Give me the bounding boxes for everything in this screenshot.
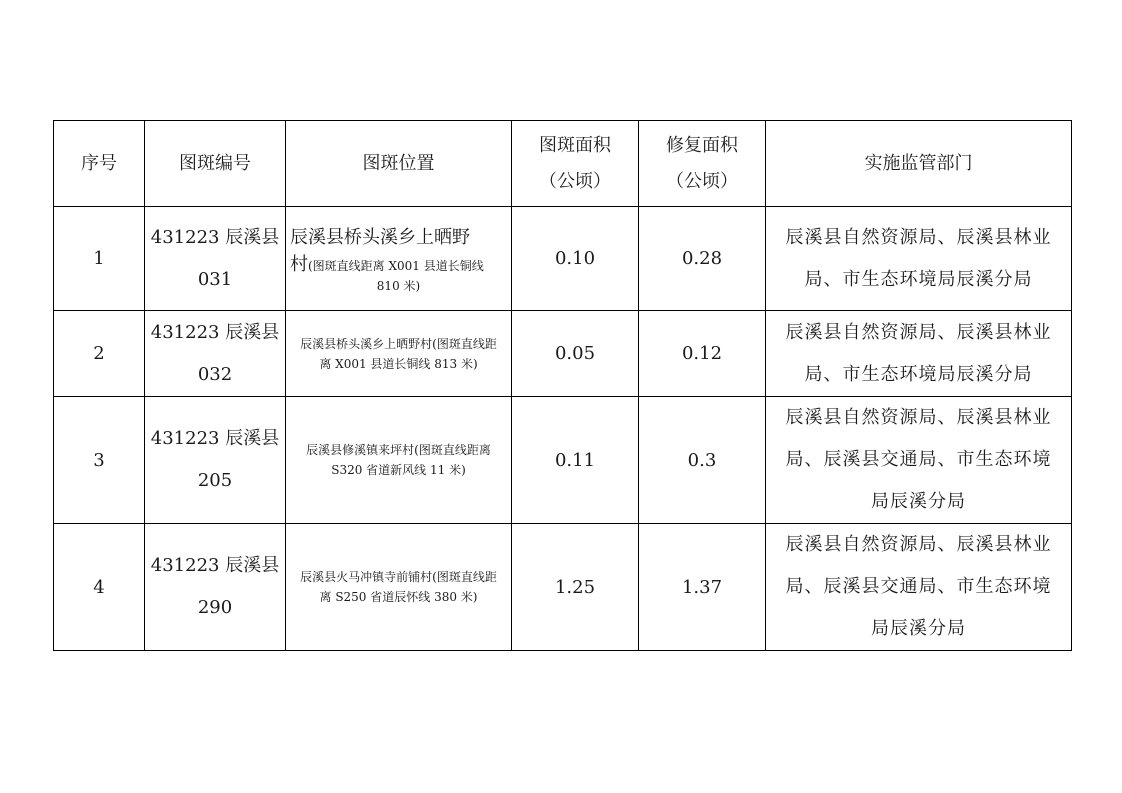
row-location-line2: 离 S250 省道辰怀线 380 米) [319,590,478,604]
row-area: 0.10 [512,207,639,311]
row-dept-line2: 局、辰溪县交通局、市生态环境 [785,449,1052,470]
row-dept-line1: 辰溪县自然资源局、辰溪县林业 [785,226,1052,248]
header-area-label: 图斑面积 [539,134,611,156]
row-code-line1: 431223 辰溪县 [150,428,280,449]
row-location-second [290,254,507,276]
header-area [512,121,639,207]
row-location [286,311,512,397]
header-repair [639,121,766,207]
header-dept: 实施监管部门 [766,121,1072,207]
header-code: 图斑编号 [145,121,286,207]
row-area: 0.05 [512,311,639,397]
row-location [286,207,512,311]
row-dept-line2: 局、市生态环境局辰溪分局 [804,268,1033,290]
table-row [54,311,1072,397]
row-seq: 3 [54,397,145,524]
row-code-line2: 205 [197,470,233,491]
row-seq: 4 [54,524,145,651]
row-area: 0.11 [512,397,639,524]
table-row [54,207,1072,311]
row-code-line2: 032 [197,363,233,385]
row-location [286,524,512,651]
row-location-line2: S320 省道新风线 11 米) [331,463,466,477]
row-dept-line2: 局、市生态环境局辰溪分局 [804,363,1033,385]
restoration-table [53,120,1072,651]
header-area-unit: （公顷） [539,170,611,192]
row-code [145,397,286,524]
row-code-line2: 031 [197,268,233,290]
row-code [145,207,286,311]
row-code-line1: 431223 辰溪县 [150,555,280,576]
header-repair-unit: （公顷） [666,170,738,192]
row-repair: 0.3 [639,397,766,524]
row-dept [766,207,1072,311]
table-row [54,397,1072,524]
row-dept-line1: 辰溪县自然资源局、辰溪县林业 [785,534,1052,555]
row-area: 1.25 [512,524,639,651]
row-dept [766,397,1072,524]
row-dept-line1: 辰溪县自然资源局、辰溪县林业 [785,321,1052,343]
row-code-line1: 431223 辰溪县 [150,226,280,248]
row-repair: 0.12 [639,311,766,397]
row-code [145,311,286,397]
header-seq: 序号 [54,121,145,207]
header-repair-label: 修复面积 [666,134,738,156]
table-header-row [54,121,1072,207]
row-location-note-cont: 810 米) [376,278,421,293]
row-dept [766,311,1072,397]
row-dept-line1: 辰溪县自然资源局、辰溪县林业 [785,407,1052,428]
row-code-line1: 431223 辰溪县 [150,321,280,343]
row-dept [766,524,1072,651]
row-repair: 0.28 [639,207,766,311]
row-location-main-cont: 村 [290,253,308,275]
row-code-line2: 290 [197,597,233,618]
row-location-line2: 离 X001 县道长铜线 813 米) [319,356,478,371]
row-location-line1: 辰溪县桥头溪乡上晒野村(图斑直线距 [300,336,497,351]
row-code [145,524,286,651]
row-seq: 2 [54,311,145,397]
row-dept-line3: 局辰溪分局 [871,491,966,512]
row-seq: 1 [54,207,145,311]
row-repair: 1.37 [639,524,766,651]
row-dept-line3: 局辰溪分局 [871,618,966,639]
header-location: 图斑位置 [286,121,512,207]
row-location-line1: 辰溪县火马冲镇寺前铺村(图斑直线距 [300,570,497,584]
row-location-note: (图斑直线距离 X001 县道长铜线 [308,258,484,273]
row-location [286,397,512,524]
table-row [54,524,1072,651]
row-location-line1: 辰溪县修溪镇来坪村(图斑直线距离 [306,443,491,457]
row-dept-line2: 局、辰溪县交通局、市生态环境 [785,576,1052,597]
row-location-main: 辰溪县桥头溪乡上晒野 [290,226,470,248]
